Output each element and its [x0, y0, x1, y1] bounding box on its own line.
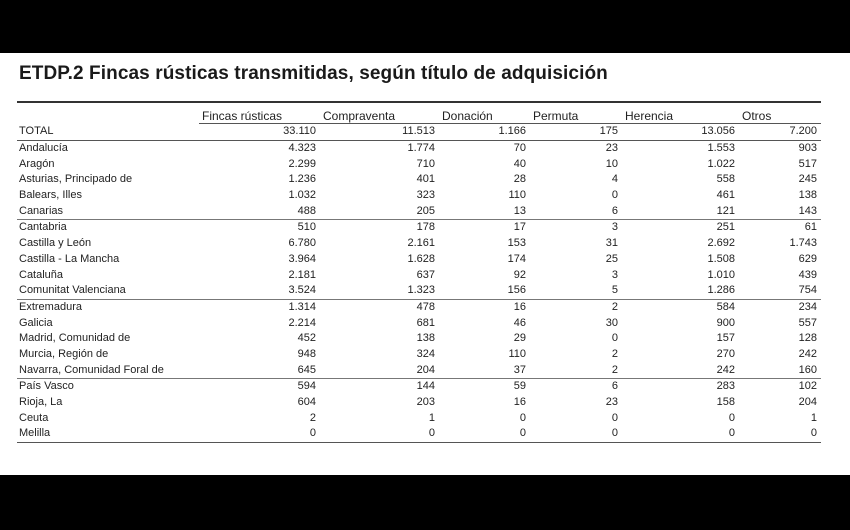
value-cell: 1.323	[320, 283, 439, 299]
value-cell: 1.628	[407, 252, 435, 265]
value-cell: 1.166	[439, 124, 530, 141]
table-row	[17, 283, 821, 299]
value-cell: 6	[611, 380, 618, 393]
value-cell: 2	[530, 362, 622, 378]
value-cell: 25	[605, 252, 618, 265]
value-cell: 6	[530, 203, 622, 219]
column-header-fincas: Fincas rústicas	[199, 102, 320, 124]
value-cell: 157	[716, 332, 735, 345]
value-cell: 29	[513, 332, 526, 345]
table-row	[17, 315, 821, 331]
value-cell: 16	[513, 396, 526, 409]
value-cell: 461	[716, 189, 735, 202]
value-cell: 234	[798, 300, 817, 313]
value-cell: 754	[739, 283, 821, 299]
value-cell: 204	[320, 362, 439, 378]
region-cell: Rioja, La	[19, 396, 63, 409]
value-cell: 33.110	[199, 124, 320, 141]
region-cell: País Vasco	[19, 380, 74, 393]
value-cell: 557	[798, 316, 817, 329]
table-row	[17, 379, 821, 395]
table-row	[17, 140, 821, 156]
value-cell: 7.200	[739, 124, 821, 141]
value-cell: 110	[508, 347, 526, 360]
value-cell: 4.323	[288, 142, 316, 155]
region-cell: Canarias	[17, 203, 199, 219]
value-cell: 1.774	[407, 142, 435, 155]
value-cell: 128	[798, 332, 817, 345]
value-cell: 3.964	[288, 252, 316, 265]
table-row	[17, 188, 821, 204]
value-cell: 517	[798, 157, 817, 170]
region-cell: Comunitat Valenciana	[17, 283, 199, 299]
value-cell: 2	[611, 347, 618, 360]
value-cell: 10	[605, 157, 618, 170]
value-cell: 205	[320, 203, 439, 219]
value-cell: 158	[716, 396, 735, 409]
value-cell: 16	[513, 300, 526, 313]
region-cell: Galicia	[19, 316, 53, 329]
value-cell: 0	[611, 332, 618, 345]
table-row	[17, 236, 821, 252]
value-cell: 37	[439, 362, 530, 378]
value-cell: 4	[611, 173, 618, 186]
value-cell: 604	[297, 396, 316, 409]
table-row	[17, 203, 821, 219]
table-row	[17, 410, 821, 426]
value-cell: 270	[716, 347, 735, 360]
value-cell: 160	[739, 362, 821, 378]
value-cell: 13	[439, 203, 530, 219]
value-cell: 178	[416, 221, 435, 234]
value-cell: 174	[507, 252, 526, 265]
region-cell: Aragón	[19, 157, 55, 170]
region-cell: Melilla	[17, 426, 199, 442]
table-row	[17, 156, 821, 172]
value-cell: 0	[439, 426, 530, 442]
value-cell: 144	[416, 380, 435, 393]
value-cell: 681	[416, 316, 435, 329]
value-cell: 40	[513, 157, 526, 170]
table-row	[17, 347, 821, 363]
value-cell: 0	[728, 411, 735, 424]
value-cell: 0	[611, 189, 618, 202]
header-row	[17, 102, 821, 124]
value-cell: 439	[798, 268, 817, 281]
region-cell: Cataluña	[19, 268, 64, 281]
region-cell: Ceuta	[19, 411, 49, 424]
value-cell: 478	[416, 300, 435, 313]
value-cell: 0	[739, 426, 821, 442]
value-cell: 204	[798, 396, 817, 409]
column-header-permuta: Permuta	[530, 102, 622, 124]
value-cell: 110	[508, 189, 526, 202]
value-cell: 245	[798, 173, 817, 186]
value-cell: 903	[798, 142, 817, 155]
value-cell: 138	[798, 189, 817, 202]
table-title: ETDP.2 Fincas rústicas transmitidas, según título de adquisición	[19, 63, 608, 84]
value-cell: 488	[199, 203, 320, 219]
value-cell: 156	[439, 283, 530, 299]
value-cell: 1.743	[789, 237, 817, 250]
value-cell: 1.286	[622, 283, 739, 299]
value-cell: 558	[716, 173, 735, 186]
table-row	[17, 426, 821, 442]
value-cell: 1	[428, 411, 435, 424]
value-cell: 175	[530, 124, 622, 141]
value-cell: 121	[622, 203, 739, 219]
table-row	[17, 252, 821, 268]
value-cell: 323	[416, 189, 435, 202]
value-cell: 948	[297, 347, 316, 360]
value-cell: 2	[309, 411, 316, 424]
value-cell: 13.056	[622, 124, 739, 141]
value-cell: 3	[611, 221, 618, 234]
column-header-otros: Otros	[739, 102, 821, 124]
value-cell: 594	[297, 380, 316, 393]
value-cell: 46	[513, 316, 526, 329]
value-cell: 242	[798, 347, 817, 360]
value-cell: 0	[519, 411, 526, 424]
table-row	[17, 172, 821, 188]
value-cell: 6.780	[288, 237, 316, 250]
value-cell: 31	[605, 237, 618, 250]
data-table	[17, 101, 821, 443]
value-cell: 92	[513, 268, 526, 281]
table-row	[17, 362, 821, 378]
value-cell: 0	[320, 426, 439, 442]
value-cell: 251	[716, 221, 735, 234]
value-cell: 510	[297, 221, 316, 234]
value-cell: 5	[530, 283, 622, 299]
region-cell: TOTAL	[17, 124, 199, 141]
column-header-donacion: Donación	[439, 102, 530, 124]
value-cell: 0	[622, 426, 739, 442]
value-cell: 1.553	[707, 142, 735, 155]
table-row	[17, 395, 821, 411]
value-cell: 2	[611, 300, 618, 313]
value-cell: 584	[716, 300, 735, 313]
value-cell: 70	[513, 142, 526, 155]
total-row	[17, 124, 821, 141]
column-header-herencia: Herencia	[622, 102, 739, 124]
value-cell: 452	[297, 332, 316, 345]
value-cell: 3	[611, 268, 618, 281]
value-cell: 2.692	[707, 237, 735, 250]
value-cell: 11.513	[320, 124, 439, 141]
value-cell: 1.508	[707, 252, 735, 265]
value-cell: 3.524	[199, 283, 320, 299]
value-cell: 1.032	[288, 189, 316, 202]
value-cell: 28	[513, 173, 526, 186]
column-header-compraventa: Compraventa	[320, 102, 439, 124]
value-cell: 629	[798, 252, 817, 265]
table-row	[17, 267, 821, 283]
table-row	[17, 331, 821, 347]
region-cell: Balears, Illes	[19, 189, 82, 202]
value-cell: 324	[416, 347, 435, 360]
region-cell: Andalucía	[19, 142, 68, 155]
region-cell: Castilla - La Mancha	[19, 252, 120, 265]
region-cell: Navarra, Comunidad Foral de	[17, 362, 199, 378]
value-cell: 2.161	[407, 237, 435, 250]
value-cell: 61	[804, 221, 817, 234]
value-cell: 401	[416, 173, 435, 186]
value-cell: 637	[416, 268, 435, 281]
region-cell: Extremadura	[19, 300, 82, 313]
value-cell: 2.299	[288, 157, 316, 170]
value-cell: 2.214	[288, 316, 316, 329]
document-page	[0, 53, 850, 475]
value-cell: 1.314	[288, 300, 316, 313]
value-cell: 23	[605, 396, 618, 409]
table-body	[17, 124, 821, 443]
value-cell: 143	[739, 203, 821, 219]
value-cell: 30	[605, 316, 618, 329]
value-cell: 23	[605, 142, 618, 155]
region-cell: Madrid, Comunidad de	[19, 332, 131, 345]
region-cell: Asturias, Principado de	[19, 173, 133, 186]
region-cell: Murcia, Región de	[19, 347, 109, 360]
region-cell: Castilla y León	[19, 237, 92, 250]
value-cell: 17	[513, 221, 526, 234]
value-cell: 710	[416, 157, 435, 170]
value-cell: 102	[798, 380, 817, 393]
value-cell: 900	[716, 316, 735, 329]
value-cell: 2.181	[288, 268, 316, 281]
value-cell: 1.022	[707, 157, 735, 170]
value-cell: 203	[416, 396, 435, 409]
value-cell: 645	[199, 362, 320, 378]
value-cell: 0	[530, 426, 622, 442]
value-cell: 1.236	[288, 173, 316, 186]
value-cell: 1.010	[707, 268, 735, 281]
value-cell: 0	[199, 426, 320, 442]
table-row	[17, 299, 821, 315]
value-cell: 242	[622, 362, 739, 378]
value-cell: 153	[507, 237, 526, 250]
value-cell: 59	[513, 380, 526, 393]
column-header-region	[17, 102, 199, 124]
region-cell: Cantabria	[19, 221, 67, 234]
value-cell: 138	[416, 332, 435, 345]
value-cell: 283	[716, 380, 735, 393]
value-cell: 1	[810, 411, 817, 424]
table-row	[17, 220, 821, 236]
value-cell: 0	[611, 411, 618, 424]
